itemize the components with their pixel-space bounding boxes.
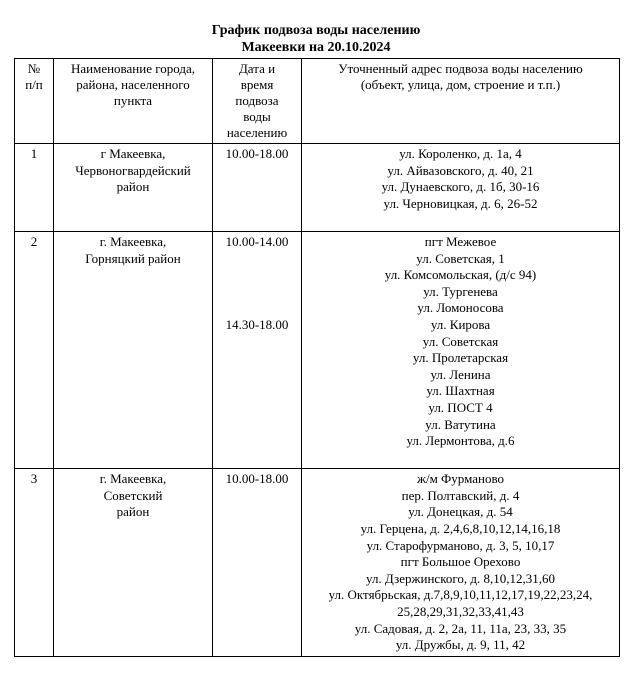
address-line: ул. Дружбы, д. 9, 11, 42: [395, 637, 526, 653]
time-value: 10.00-18.00: [225, 471, 289, 487]
address-line: ул. Кирова: [430, 316, 491, 332]
city-line: г. Макеевка,: [99, 233, 167, 249]
header-num: [15, 59, 54, 144]
row-addresses: [302, 469, 620, 657]
city-line: Советский: [103, 487, 163, 503]
address-line: ул. Лермонтова, д.6: [406, 433, 515, 449]
row-time: [213, 231, 302, 468]
row-addresses: [302, 144, 620, 232]
header-city-line: Наименование города,: [70, 61, 195, 76]
row-number-value: 3: [30, 471, 38, 487]
address-line: ул. Герцена, д. 2,4,6,8,10,12,14,16,18: [360, 521, 561, 537]
city-line: район: [116, 179, 150, 195]
table-row: [15, 144, 620, 232]
header-time: [213, 59, 302, 144]
header-time-line: Дата и: [238, 61, 276, 76]
address-line: пгт Межевое: [424, 233, 497, 249]
row-city: [54, 231, 213, 468]
title-line-2: Макеевки на 20.10.2024: [241, 40, 391, 55]
header-num-line: п/п: [25, 77, 43, 92]
city-line: район: [116, 504, 150, 520]
city-line: г. Макеевка,: [99, 471, 167, 487]
address-line: ул. ПОСТ 4: [428, 399, 493, 415]
header-address-line: Уточненный адрес подвоза воды населению: [338, 61, 583, 76]
address-line: ул. Короленко, д. 1а, 4: [399, 146, 522, 161]
header-city-line: пункта: [113, 93, 153, 108]
table-row: [15, 469, 620, 657]
row-number-value: 2: [30, 233, 38, 249]
city-line: Горняцкий район: [85, 250, 181, 266]
row-number-value: 1: [30, 146, 38, 161]
address-line: ул. Садовая, д. 2, 2а, 11, 11а, 23, 33, 35: [354, 620, 567, 636]
title-line-1: График подвоза воды населению: [211, 23, 421, 38]
row-addresses: [302, 231, 620, 468]
address-line: ул. Черновицкая, д. 6, 26-52: [383, 195, 538, 211]
address-line: ул. Айвазовского, д. 40, 21: [387, 162, 534, 178]
document-title: [0, 22, 632, 56]
city-line: Червоногвардейский: [75, 162, 191, 178]
row-number: [15, 469, 54, 657]
address-line: ул. Ломоносова: [417, 300, 504, 316]
address-line: ул. Тургенева: [423, 283, 498, 299]
address-line: пгт Большое Орехово: [400, 554, 521, 570]
table-row: [15, 231, 620, 468]
row-city: [54, 469, 213, 657]
header-address: [302, 59, 620, 144]
address-line: ул. Комсомольская, (д/с 94): [384, 267, 537, 283]
address-line: ул. Ленина: [430, 366, 491, 382]
address-line: ул. Донецкая, д. 54: [408, 504, 513, 520]
address-line: ул. Дзержинского, д. 8,10,12,31,60: [366, 570, 555, 586]
address-line: ул. Дунаевского, д. 1б, 30-16: [381, 179, 540, 195]
row-city: [54, 144, 213, 232]
address-line: 25,28,29,31,32,33,41,43: [397, 604, 524, 620]
address-line: ул. Советская: [422, 333, 499, 349]
city-line: г Макеевка,: [100, 146, 166, 161]
header-time-line: подвоза: [235, 93, 279, 108]
header-city: [54, 59, 213, 144]
address-line: ул. Старофурманово, д. 3, 5, 10,17: [366, 537, 555, 553]
address-line: ул. Советская, 1: [416, 250, 505, 266]
header-time-line: время: [240, 77, 274, 92]
header-address-line: (объект, улица, дом, строение и т.п.): [360, 77, 561, 92]
row-time: [213, 469, 302, 657]
water-schedule-table: [14, 58, 620, 657]
time-value: 10.00-18.00: [225, 146, 289, 161]
address-line: ул. Ватутина: [425, 416, 496, 432]
row-number: [15, 144, 54, 232]
row-number: [15, 231, 54, 468]
header-time-line: воды: [243, 109, 271, 124]
row-time: [213, 144, 302, 232]
address-line: пер. Полтавский, д. 4: [401, 487, 520, 503]
header-time-line: населению: [226, 125, 288, 140]
time-value: 10.00-14.00: [225, 233, 289, 249]
address-line: ул. Октябрьская, д.7,8,9,10,11,12,17,19,22,23,24,: [328, 587, 593, 603]
time-value: 14.30-18.00: [225, 316, 289, 332]
header-city-line: района, населенного: [76, 77, 190, 92]
table-header-row: [15, 59, 620, 144]
address-line: ул. Шахтная: [426, 383, 495, 399]
address-line: ж/м Фурманово: [416, 471, 505, 487]
address-line: ул. Пролетарская: [412, 350, 509, 366]
header-num-line: №: [27, 61, 41, 76]
